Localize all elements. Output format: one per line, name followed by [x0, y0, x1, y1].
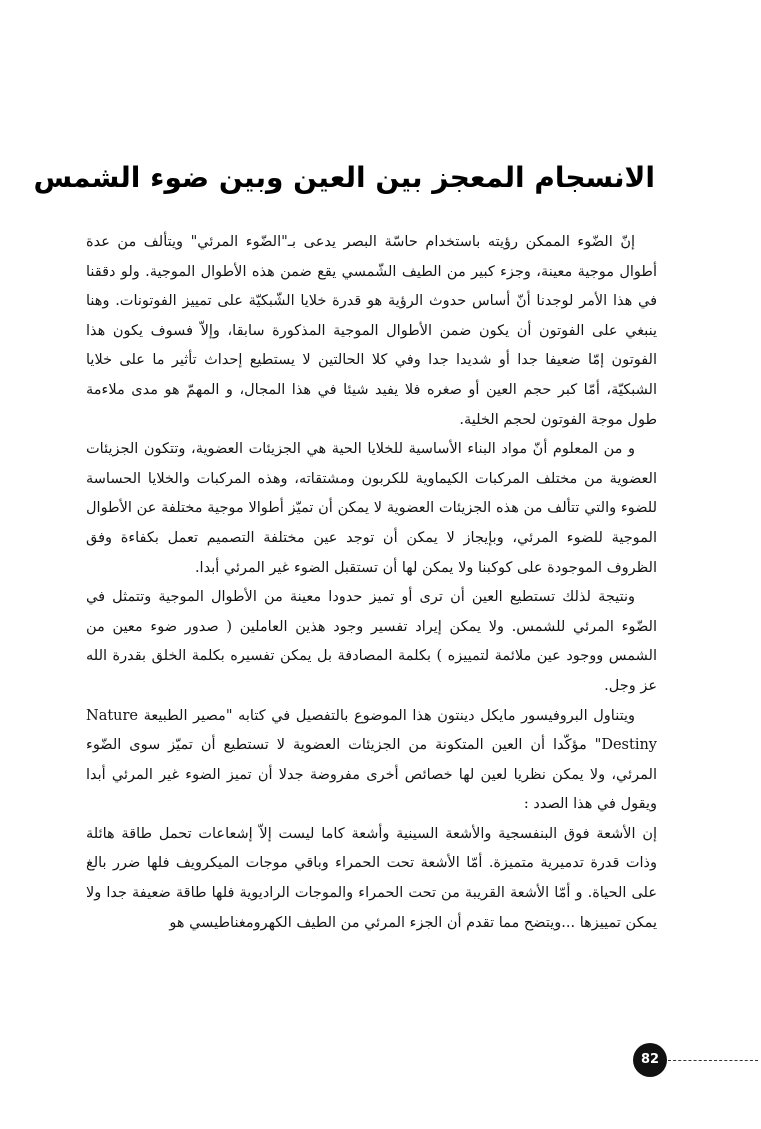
paragraph: ويتناول البروفيسور مايكل دينتون هذا الموضوع بالتفصيل في كتابه "مصير الطبيعة Nature Destiny" مؤكّدا أن العين المتكونة من الجزيئات العضوية لا تستطيع أن تميّز سوى الضّوء المرئي، ولا يمكن نظريا لعين لها خصائص أخرى مفروضة جدلا أن تميز الضوء غير المرئي أبدا ويقول في هذا الصدد :: [86, 707, 657, 813]
page-number-badge: 82: [633, 1043, 667, 1077]
paragraph: و من المعلوم أنّ مواد البناء الأساسية للخلايا الحية هي الجزيئات العضوية، وتتكون الجزيئات العضوية من مختلف المركبات الكيماوية للكربون ومشتقاته، وهذه المركبات والخلايا الحساسة للضوء والتي تتألف من هذه الجزيئات العضوية لا يمكن أن تميّز أطوالا موجية مختلفة عن الأطوال الموجية للضوء المرئي، وبإيجاز لا يمكن أن توجد عين مختلفة التصميم تعمل بكفاءة وفق الظروف الموجودة على كوكبنا ولا يمكن لها أن تستقبل الضوء غير المرئي أبدا.: [86, 441, 657, 576]
paragraph: إنّ الضّوء الممكن رؤيته باستخدام حاسّة البصر يدعى بـ"الضّوء المرئي" ويتألف من عدة أطوال موجية معينة، وجزء كبير من الطيف الشّمسي يقع ضمن هذه الأطوال الموجية. ولو دققنا في هذا الأمر لوجدنا أنّ أساس حدوث الرؤية هو قدرة خلايا الشّبكيّة على تمييز الفوتونات. وهنا ينبغي على الفوتون أن يكون ضمن الأطوال الموجية المذكورة سابقا، وإلاّ فسوف يكون هذا الفوتون إمّا ضعيفا جدا أو شديدا جدا وفي كلا الحالتين لا يستطيع إحداث تأثير ما على خلايا الشبكيّة، أمّا كبر حجم العين أو صغره فلا يفيد شيئا في هذا المجال، و المهمّ هو مدى ملاءمة طول موجة الفوتون لحجم الخلية.: [86, 234, 657, 428]
footer-divider: [668, 1060, 758, 1061]
body-text: [86, 228, 657, 938]
paragraph: ونتيجة لذلك تستطيع العين أن ترى أو تميز حدودا معينة من الأطوال الموجية وتتمثل في الضّوء المرئي للشمس. ولا يمكن إيراد تفسير وجود هذين العاملين ( صدور ضوء معين من الشمس ووجود عين ملائمة لتمييزه ) بكلمة المصادفة بل يمكن تفسيره بكلمة الخلق بقدرة الله عز وجل.: [86, 589, 657, 694]
chapter-title: الانسجام المعجز بين العين وبين ضوء الشمس: [33, 161, 655, 194]
quoted-paragraph: إن الأشعة فوق البنفسجية والأشعة السينية وأشعة كاما ليست إلاّ إشعاعات تحمل طاقة هائلة وذات قدرة تدميرية متميزة. أمّا الأشعة تحت الحمراء وباقي موجات الميكرويف فلها ضرر بالغ على الحياة. و أمّا الأشعة القريبة من تحت الحمراء والموجات الراديوية فلها طاقة ضعيفة جدا ولا يمكن تمييزها ...ويتضح مما تقدم أن الجزء المرئي من الطيف الكهرومغناطيسي هو: [86, 825, 657, 931]
